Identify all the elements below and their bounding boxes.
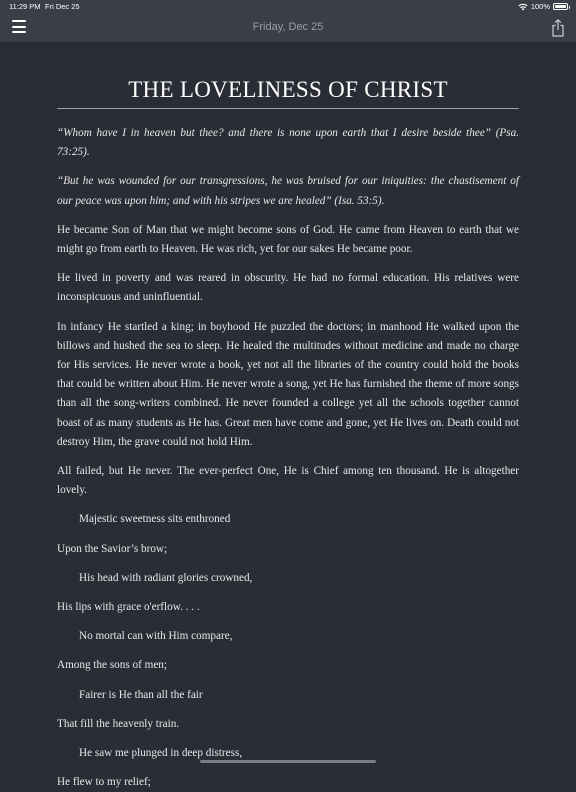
paragraph: No mortal can with Him compare,: [79, 630, 233, 643]
status-date: Fri Dec 25: [45, 2, 80, 11]
paragraph: He became Son of Man that we might become sons of God. He came from Heaven to earth that we might go from earth to Heaven. He was rich, yet for our sakes He became poor.: [57, 223, 519, 256]
battery-fill: [555, 5, 566, 8]
status-bar: [0, 0, 576, 14]
paragraph: He lived in poverty and was reared in obscurity. He had no formal education. His relatives were inconspicuous and uninfluential.: [57, 272, 519, 304]
paragraph: Upon the Savior’s brow;: [57, 542, 168, 555]
battery-percent: 100%: [530, 2, 550, 11]
paragraph: Majestic sweetness sits enthroned: [79, 513, 231, 526]
article-title: THE LOVELINESS OF CHRIST: [57, 76, 519, 109]
status-indicators: [518, 2, 568, 11]
nav-title: Friday, Dec 25: [252, 21, 324, 33]
article-body: [57, 124, 519, 792]
wifi-icon: [518, 3, 528, 11]
paragraph: His head with radiant glories crowned,: [79, 571, 253, 584]
paragraph: All failed, but He never. The ever-perfect One, He is Chief among ten thousand. He is altogether lovely.: [57, 465, 519, 497]
paragraph: Among the sons of men;: [57, 659, 168, 672]
article-content: [57, 42, 519, 792]
battery-icon: [553, 3, 568, 10]
paragraph: “But he was wounded for our transgressions, he was bruised for our iniquities: the chastisement of our peace was upon him; and with his stripes we are healed” (Isa. 53:5).: [57, 175, 519, 207]
share-icon[interactable]: [550, 18, 566, 38]
status-time: 11:29 PM: [9, 2, 41, 11]
paragraph: “Whom have I in heaven but thee? and there is none upon earth that I desire beside thee” (Psa. 73:25).: [57, 127, 519, 159]
paragraph: That fill the heavenly train.: [57, 717, 180, 730]
paragraph: Fairer is He than all the fair: [79, 688, 203, 701]
paragraph: His lips with grace o'erflow. . . .: [57, 601, 200, 614]
home-indicator[interactable]: [200, 760, 376, 763]
navigation-bar: [0, 14, 576, 43]
paragraph: In infancy He startled a king; in boyhood He puzzled the doctors; in manhood He walked upon the billows and hushed the sea to sleep. He healed the multitudes without medicine and made no charge for His services. He never wrote a book, yet not all the libraries of the country could hold the books that could be written about Him. He never wrote a song, yet He has furnished the theme of more songs than all the song-writers combined. He never founded a college yet all the schools together cannot boast of as many students as He has. Great men have come and gone, yet He lives on. Death could not destroy Him, the grave could not hold Him.: [57, 320, 519, 448]
paragraph: He saw me plunged in deep distress,: [79, 747, 243, 760]
paragraph: He flew to my relief;: [57, 776, 151, 789]
